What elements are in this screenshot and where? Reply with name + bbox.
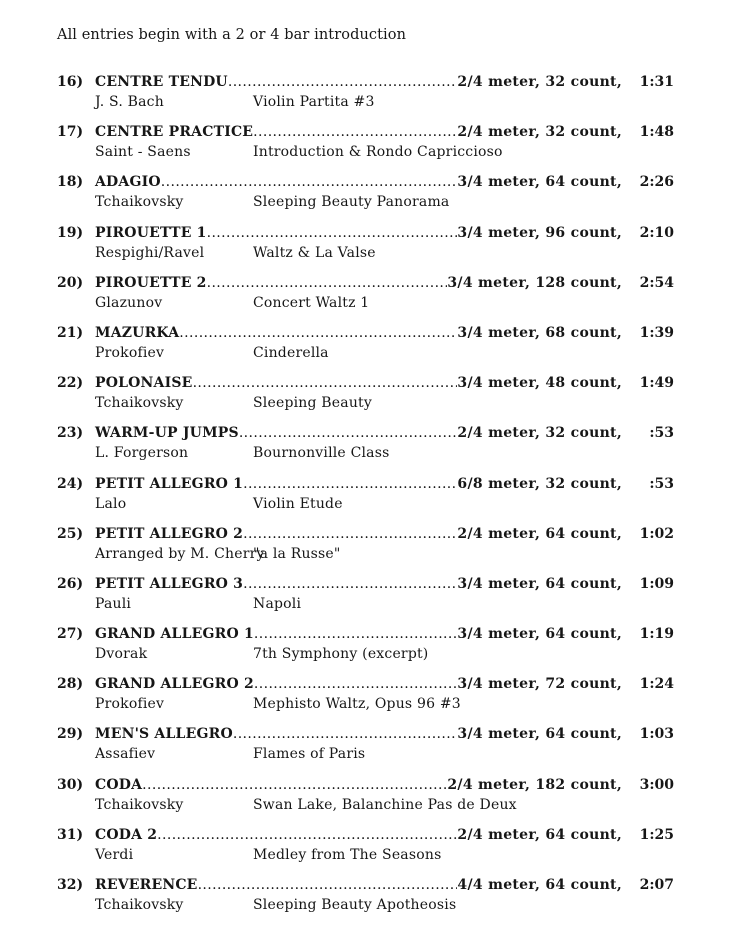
entry-composer: Pauli <box>95 595 132 612</box>
entry-heading <box>57 375 674 391</box>
entry-composer: Tchaikovsky <box>95 194 184 211</box>
dot-leader <box>243 476 457 492</box>
entry-heading <box>57 526 674 542</box>
entry-heading <box>57 476 674 492</box>
entry-title: CENTRE PRACTICE <box>95 124 254 141</box>
entry-number: 32) <box>57 877 84 893</box>
entry-piece: Violin Etude <box>253 495 343 512</box>
entry-heading <box>57 325 674 341</box>
entry-title: PETIT ALLEGRO 3 <box>95 575 244 592</box>
list-item <box>0 275 737 325</box>
entry-heading <box>57 827 674 843</box>
entry-time: 2:54 <box>639 274 674 291</box>
entry-title: PETIT ALLEGRO 2 <box>95 525 244 542</box>
list-item <box>0 827 737 877</box>
dot-leader <box>207 225 458 241</box>
entry-meter: 3/4 meter, 64 count, <box>457 575 622 592</box>
list-item <box>0 526 737 576</box>
entry-meter: 2/4 meter, 32 count, <box>457 124 622 141</box>
entry-time: 3:00 <box>639 776 674 793</box>
entry-title: MAZURKA <box>95 324 180 341</box>
entry-title: PIROUETTE 2 <box>95 274 207 291</box>
dot-leader <box>254 676 458 692</box>
entry-composer: Prokofiev <box>95 696 165 713</box>
list-item <box>0 576 737 626</box>
dot-leader <box>198 877 458 893</box>
dot-leader <box>239 425 458 441</box>
entry-meter: 3/4 meter, 48 count, <box>457 375 622 392</box>
list-item <box>0 225 737 275</box>
entry-piece: Introduction & Rondo Capriccioso <box>253 144 503 161</box>
entry-composer: Prokofiev <box>95 344 165 361</box>
entry-time: 1:49 <box>639 375 674 392</box>
entry-piece: Sleeping Beauty Panorama <box>253 194 450 211</box>
entry-meter: 3/4 meter, 96 count, <box>457 224 622 241</box>
intro-note: All entries begin with a 2 or 4 bar introduction <box>57 27 407 43</box>
entry-piece: Flames of Paris <box>253 746 366 763</box>
entry-number: 22) <box>57 375 84 392</box>
entry-heading <box>57 174 674 190</box>
entry-meter: 3/4 meter, 72 count, <box>457 676 622 693</box>
entry-meter: 3/4 meter, 68 count, <box>457 324 622 341</box>
entry-number: 24) <box>57 475 84 492</box>
entry-heading <box>57 275 674 291</box>
entry-number: 29) <box>57 726 84 743</box>
entry-time: 1:03 <box>639 726 674 743</box>
dot-leader <box>193 375 458 391</box>
dot-leader <box>207 275 448 291</box>
entry-time: 1:31 <box>639 74 674 90</box>
entry-number: 18) <box>57 174 84 191</box>
entry-number: 19) <box>57 224 84 241</box>
entry-time: 2:07 <box>639 877 674 893</box>
entry-piece: Sleeping Beauty <box>253 395 372 412</box>
entry-heading <box>57 676 674 692</box>
entry-heading <box>57 225 674 241</box>
entry-piece: 7th Symphony (excerpt) <box>253 646 429 663</box>
entry-composer: Tchaikovsky <box>95 796 184 813</box>
entry-title: CODA 2 <box>95 826 158 843</box>
entry-title: PIROUETTE 1 <box>95 224 207 241</box>
entry-piece: Cinderella <box>253 344 329 361</box>
dot-leader <box>157 827 457 843</box>
dot-leader <box>142 777 447 793</box>
entry-composer: J. S. Bach <box>95 94 164 110</box>
entry-composer: L. Forgerson <box>95 445 189 462</box>
entry-piece: Medley from The Seasons <box>253 846 442 863</box>
entry-title: CODA <box>95 776 143 793</box>
entry-time: 2:26 <box>639 174 674 191</box>
entry-title: MEN'S ALLEGRO <box>95 726 233 743</box>
entry-title: WARM-UP JUMPS <box>95 425 239 442</box>
entry-time: 1:09 <box>639 575 674 592</box>
list-item <box>0 726 737 776</box>
entry-number: 25) <box>57 525 84 542</box>
dot-leader <box>243 576 457 592</box>
entry-number: 30) <box>57 776 84 793</box>
entry-number: 20) <box>57 274 84 291</box>
list-item <box>0 476 737 526</box>
entry-composer: Verdi <box>95 846 134 863</box>
entry-meter: 2/4 meter, 64 count, <box>457 826 622 843</box>
entry-title: CENTRE TENDU <box>95 74 228 90</box>
entry-piece: Mephisto Waltz, Opus 96 #3 <box>253 696 461 713</box>
list-item <box>0 877 737 927</box>
entry-piece: Waltz & La Valse <box>253 244 376 261</box>
entry-title: GRAND ALLEGRO 2 <box>95 676 254 693</box>
list-item <box>0 777 737 827</box>
entry-piece: Violin Partita #3 <box>253 94 375 110</box>
entry-heading <box>57 726 674 742</box>
entry-meter: 3/4 meter, 64 count, <box>457 174 622 191</box>
entry-composer: Assafiev <box>95 746 156 763</box>
entry-time: 1:24 <box>639 676 674 693</box>
list-item <box>0 74 737 124</box>
entry-piece: Bournonville Class <box>253 445 390 462</box>
entry-meter: 2/4 meter, 64 count, <box>457 525 622 542</box>
entry-number: 26) <box>57 575 84 592</box>
dot-leader <box>161 174 458 190</box>
dot-leader <box>228 74 458 90</box>
list-item <box>0 124 737 174</box>
list-item <box>0 375 737 425</box>
entry-number: 31) <box>57 826 84 843</box>
list-item <box>0 676 737 726</box>
dot-leader <box>179 325 457 341</box>
entry-piece: Concert Waltz 1 <box>253 294 370 311</box>
entry-number: 28) <box>57 676 84 693</box>
entry-time: 1:19 <box>639 626 674 643</box>
entry-title: GRAND ALLEGRO 1 <box>95 626 254 643</box>
entry-list <box>0 74 737 927</box>
entry-piece: Napoli <box>253 595 302 612</box>
entry-piece: Swan Lake, Balanchine Pas de Deux <box>253 796 517 813</box>
entry-meter: 2/4 meter, 32 count, <box>457 425 622 442</box>
entry-heading <box>57 425 674 441</box>
entry-heading <box>57 626 674 642</box>
entry-meter: 3/4 meter, 64 count, <box>457 726 622 743</box>
entry-meter: 4/4 meter, 64 count, <box>457 877 622 893</box>
entry-composer: Lalo <box>95 495 127 512</box>
entry-composer: Dvorak <box>95 646 148 663</box>
list-item <box>0 626 737 676</box>
entry-composer: Tchaikovsky <box>95 897 184 913</box>
entry-number: 16) <box>57 74 84 90</box>
entry-composer: Glazunov <box>95 294 163 311</box>
entry-title: ADAGIO <box>95 174 161 191</box>
entry-heading <box>57 877 674 893</box>
entry-time: :53 <box>649 475 674 492</box>
entry-time: 2:10 <box>639 224 674 241</box>
entry-composer: Respighi/Ravel <box>95 244 205 261</box>
entry-time: 1:39 <box>639 324 674 341</box>
entry-title: POLONAISE <box>95 375 193 392</box>
entry-heading <box>57 74 674 90</box>
entry-meter: 6/8 meter, 32 count, <box>457 475 622 492</box>
entry-time: 1:25 <box>639 826 674 843</box>
entry-number: 17) <box>57 124 84 141</box>
entry-meter: 3/4 meter, 128 count, <box>447 274 622 291</box>
list-item <box>0 425 737 475</box>
entry-meter: 3/4 meter, 64 count, <box>457 626 622 643</box>
list-item <box>0 325 737 375</box>
entry-piece: Sleeping Beauty Apotheosis <box>253 897 457 913</box>
dot-leader <box>254 626 458 642</box>
entry-number: 21) <box>57 324 84 341</box>
entry-meter: 2/4 meter, 32 count, <box>457 74 622 90</box>
entry-heading <box>57 777 674 793</box>
entry-piece: "a la Russe" <box>253 545 341 562</box>
entry-number: 23) <box>57 425 84 442</box>
dot-leader <box>233 726 458 742</box>
entry-title: REVERENCE <box>95 877 198 893</box>
dot-leader <box>253 124 457 140</box>
dot-leader <box>243 526 457 542</box>
entry-time: 1:02 <box>639 525 674 542</box>
entry-composer: Tchaikovsky <box>95 395 184 412</box>
list-item <box>0 174 737 224</box>
entry-heading <box>57 124 674 140</box>
entry-number: 27) <box>57 626 84 643</box>
entry-time: 1:48 <box>639 124 674 141</box>
entry-heading <box>57 576 674 592</box>
entry-composer: Saint - Saens <box>95 144 191 161</box>
entry-composer: Arranged by M. Cherry <box>95 545 265 562</box>
entry-title: PETIT ALLEGRO 1 <box>95 475 244 492</box>
entry-meter: 2/4 meter, 182 count, <box>447 776 622 793</box>
entry-time: :53 <box>649 425 674 442</box>
